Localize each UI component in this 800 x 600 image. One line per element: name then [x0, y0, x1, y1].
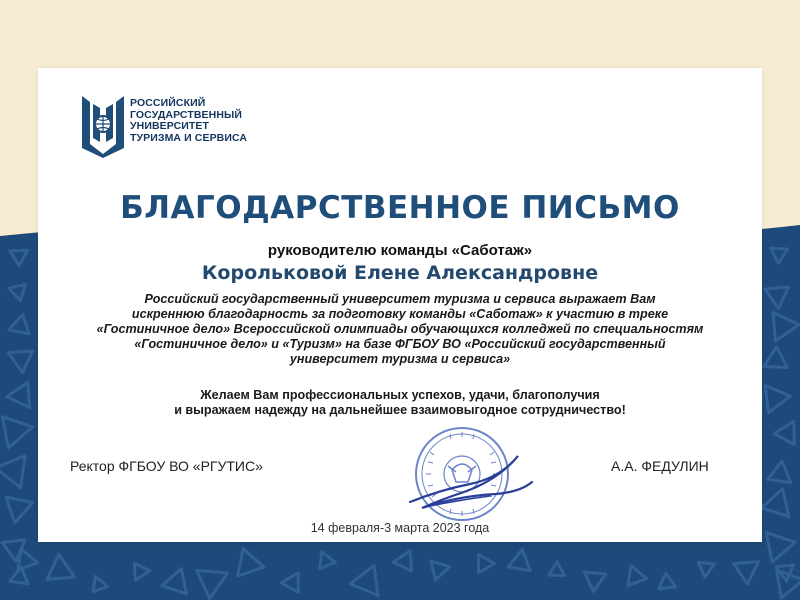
wishes-line: и выражаем надежду на дальнейшее взаимовыгодное сотрудничество!	[174, 403, 626, 417]
signatory-name: А.А. ФЕДУЛИН	[611, 458, 709, 474]
university-name	[130, 98, 247, 144]
signature-icon	[410, 456, 532, 508]
body-line: «Гостиничное дело» и «Туризм» на базе ФГБОУ ВО «Российский государственный	[134, 337, 666, 351]
body-line: университет туризма и сервиса»	[289, 352, 511, 366]
document-date: 14 февраля-3 марта 2023 года	[310, 521, 490, 535]
letter-body	[48, 292, 752, 367]
university-name-line: РОССИЙСКИЙ	[130, 97, 206, 109]
university-name-line: УНИВЕРСИТЕТ	[130, 120, 210, 132]
university-logo	[80, 92, 280, 162]
university-logo-icon	[80, 92, 126, 158]
letter-wishes	[48, 388, 752, 418]
document-title: БЛАГОДАРСТВЕННОЕ ПИСЬМО	[120, 190, 680, 226]
body-line: Российский государственный университет туризма и сервиса выражает Вам	[144, 292, 656, 306]
university-name-line: ТУРИЗМА И СЕРВИСА	[130, 131, 248, 144]
university-name-line: ГОСУДАРСТВЕННЫЙ	[130, 108, 243, 121]
signatory-position: Ректор ФГБОУ ВО «РГУТИС»	[70, 458, 263, 474]
recipient-role: руководителю команды «Саботаж»	[267, 242, 533, 259]
body-line: искреннюю благодарность за подготовку команды «Саботаж» к участию в треке	[131, 307, 669, 321]
recipient-name: Корольковой Елене Александровне	[201, 262, 599, 284]
body-line: «Гостиничное дело» Всероссийской олимпиады обучающихся колледжей по специальностям	[96, 322, 704, 336]
wishes-line: Желаем Вам профессиональных успехов, удачи, благополучия	[200, 388, 600, 402]
